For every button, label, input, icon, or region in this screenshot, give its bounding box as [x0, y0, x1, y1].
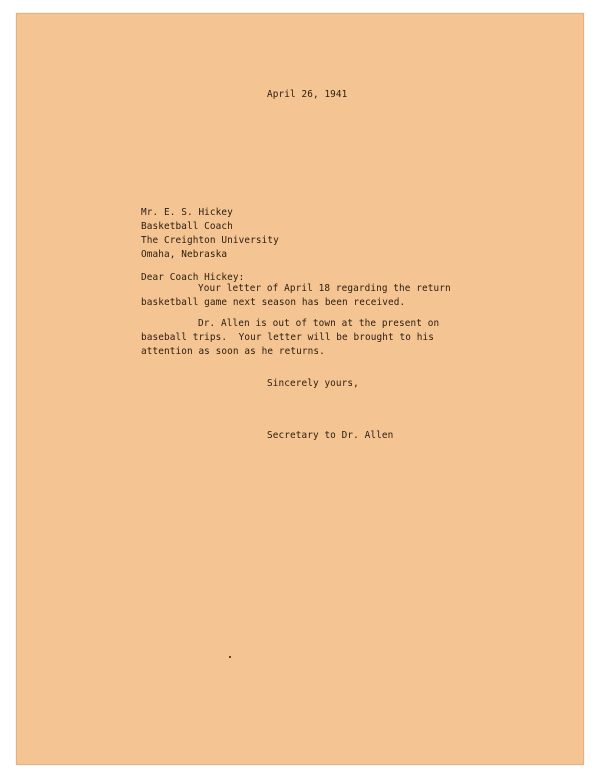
salutation: Dear Coach Hickey: [141, 272, 245, 283]
paragraph-2-line-3: attention as soon as he returns. [141, 346, 325, 357]
address-line-title: Basketball Coach [141, 221, 233, 232]
address-line-organization: The Creighton University [141, 235, 279, 246]
closing: Sincerely yours, [267, 378, 359, 389]
signature-block: Secretary to Dr. Allen [267, 430, 394, 441]
paragraph-2-line-1: Dr. Allen is out of town at the present on [198, 318, 440, 329]
letter-date: April 26, 1941 [267, 89, 348, 100]
paragraph-2-line-2: baseball trips. Your letter will be brought to his [141, 332, 434, 343]
address-line-city: Omaha, Nebraska [141, 249, 228, 260]
letter-page [16, 13, 584, 765]
paragraph-1-line-2: basketball game next season has been received. [141, 297, 406, 308]
address-line-name: Mr. E. S. Hickey [141, 207, 233, 218]
ink-speck [229, 656, 231, 658]
paper-edge [16, 13, 584, 765]
paragraph-1-line-1: Your letter of April 18 regarding the return [198, 283, 451, 294]
